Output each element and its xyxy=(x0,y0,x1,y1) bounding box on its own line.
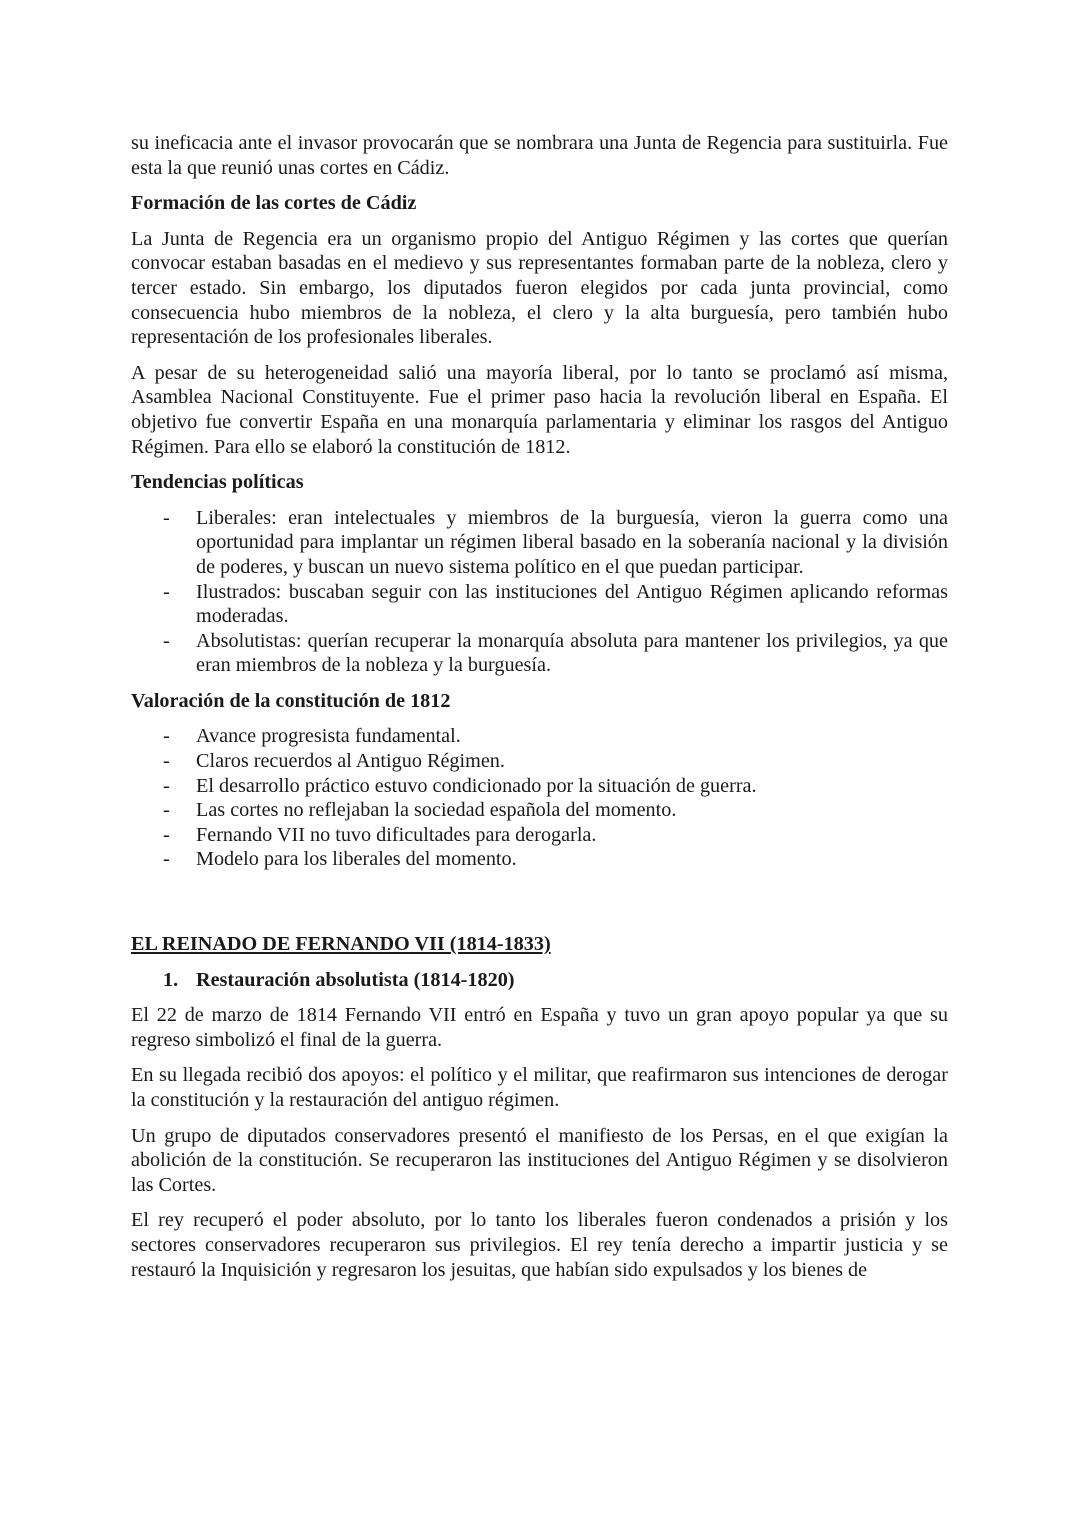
list-item: - Las cortes no reflejaban la sociedad española del momento. xyxy=(131,798,948,823)
heading-tendencias-politicas: Tendencias políticas xyxy=(131,471,304,494)
paragraph-mayoria-liberal: A pesar de su heterogeneidad salió una mayoría liberal, por lo tanto se proclamó así misma, Asamblea Nacional Constituyente. Fue el primer paso hacia la revolución liberal en España. El objetivo fue convertir España en una monarquía parlamentaria y eliminar los rasgos del Antiguo Régimen. Para ello se elaboró la constitución de 1812. xyxy=(131,361,948,458)
paragraph-entrada-fernando: El 22 de marzo de 1814 Fernando VII entró en España y tuvo un gran apoyo popular ya que su regreso simbolizó el final de la guerra. xyxy=(131,1004,948,1051)
intro-paragraph: su ineficacia ante el invasor provocarán que se nombrara una Junta de Regencia para sustituirla. Fue esta la que reunió unas cortes en Cádiz. xyxy=(131,132,948,179)
subsection-title: Restauración absolutista (1814-1820) xyxy=(196,968,515,991)
subsection-heading xyxy=(131,968,948,993)
paragraph-poder-absoluto: El rey recuperó el poder absoluto, por lo tanto los liberales fueron condenados a prisión y los sectores conservadores recuperaron sus privilegios. El rey tenía derecho a impartir justicia y se restauró la Inquisición y regresaron los jesuitas, que habían sido expulsados y los bienes de xyxy=(131,1209,948,1281)
list-item: - Modelo para los liberales del momento. xyxy=(131,847,948,872)
document-page xyxy=(131,131,948,1293)
tendencias-list xyxy=(131,506,948,678)
list-item: - Claros recuerdos al Antiguo Régimen. xyxy=(131,749,948,774)
heading-formacion-cortes: Formación de las cortes de Cádiz xyxy=(131,192,417,215)
valoracion-list xyxy=(131,724,948,872)
paragraph-junta-regencia: La Junta de Regencia era un organismo propio del Antiguo Régimen y las cortes que querían convocar estaban basadas en el medievo y sus representantes formaban parte de la nobleza, clero y tercer estado. Sin embargo, los diputados fueron elegidos por cada junta provincial, como consecuencia hubo miembros de la nobleza, el clero y la alta burguesía, pero también hubo representación de los profesionales liberales. xyxy=(131,227,948,349)
list-item: - Fernando VII no tuvo dificultades para derogarla. xyxy=(131,823,948,848)
list-item: - El desarrollo práctico estuvo condicionado por la situación de guerra. xyxy=(131,774,948,799)
list-item-liberales: - Liberales: eran intelectuales y miembros de la burguesía, vieron la guerra como una oportunidad para implantar un régimen liberal basado en la soberanía nacional y la división de poderes, y buscan un nuevo sistema político en el que puedan participar. xyxy=(131,506,948,580)
chapter-title: EL REINADO DE FERNANDO VII (1814-1833) xyxy=(131,933,551,956)
paragraph-apoyos: En su llegada recibió dos apoyos: el político y el militar, que reafirmaron sus intenciones de derogar la constitución y la restauración del antiguo régimen. xyxy=(131,1064,948,1111)
subsection-number: 1. xyxy=(163,968,179,991)
heading-valoracion-constitucion: Valoración de la constitución de 1812 xyxy=(131,689,451,712)
list-item-absolutistas: - Absolutistas: querían recuperar la monarquía absoluta para mantener los privilegios, ya que eran miembros de la nobleza y la burguesía. xyxy=(131,629,948,678)
list-item-ilustrados: - Ilustrados: buscaban seguir con las instituciones del Antiguo Régimen aplicando reformas moderadas. xyxy=(131,580,948,629)
paragraph-manifiesto-persas: Un grupo de diputados conservadores presentó el manifiesto de los Persas, en el que exigían la abolición de la constitución. Se recuperaron las instituciones del Antiguo Régimen y se disolvieron las Cortes. xyxy=(131,1124,948,1196)
list-item: - Avance progresista fundamental. xyxy=(131,724,948,749)
